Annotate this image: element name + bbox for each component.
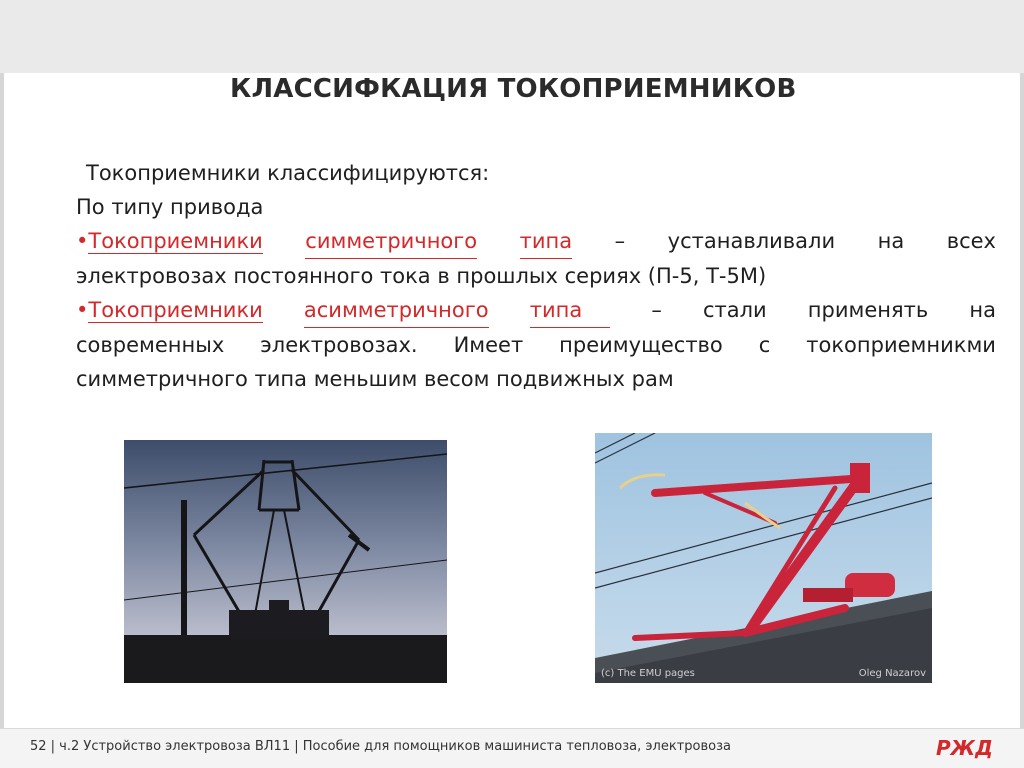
bullet-1-word: устанавливали [667, 229, 836, 253]
bullet-marker: • [76, 229, 89, 253]
bullet-2-line-2 [76, 328, 996, 362]
symmetric-type-link-word: Токоприемники [88, 229, 263, 253]
symmetric-pantograph-photo [124, 440, 447, 683]
footer-text: 52 | ч.2 Устройство электровоза ВЛ11 | Пособие для помощников машиниста тепловоза, электровоза [30, 739, 731, 754]
bullet-2-word: применять [807, 298, 929, 322]
bullet-2-word: стали [702, 298, 767, 322]
rzd-logo [934, 735, 992, 765]
symmetric-type-link-word: симметричного [305, 224, 477, 259]
bullet-2-word: с [758, 333, 771, 357]
slide-title: КЛАССИФКАЦИЯ ТОКОПРИЕМНИКОВ [230, 74, 797, 104]
slide-body [76, 156, 996, 396]
bullet-2-word: токоприемникми [806, 333, 996, 357]
bullet-1-line-1 [76, 224, 996, 259]
bullet-1-word: всех [946, 229, 996, 253]
bullet-2-marker-term [76, 293, 263, 328]
asymmetric-type-link-word: асимметричного [304, 293, 489, 328]
bullet-2-word: – [651, 298, 662, 322]
photo-credit-right: Oleg Nazarov [858, 668, 926, 679]
bullet-2-line-3: симметричного типа меньшим весом подвижных рам [76, 367, 674, 391]
bullet-2-line-1 [76, 293, 996, 328]
bullet-2-word: Имеет [453, 333, 524, 357]
photo-credit-left: (c) The EMU pages [601, 668, 695, 679]
bullet-2-word: на [969, 298, 996, 322]
bullet-1-line-2: электровозах постоянного тока в прошлых сериях (П-5, Т-5М) [76, 264, 767, 288]
drive-type-heading: По типу привода [76, 195, 264, 219]
bullet-1-word: – [614, 229, 626, 253]
intro-text: Токоприемники классифицируются: [86, 161, 490, 185]
svg-text:РЖД: РЖД [936, 736, 992, 760]
bullet-1-marker-term [76, 224, 263, 259]
bullet-2-word: электровозах. [260, 333, 418, 357]
slide-header-band [0, 0, 1024, 73]
slide-frame-left [0, 73, 4, 728]
symmetric-type-link-word: типа [520, 224, 572, 259]
bullet-marker: • [76, 298, 89, 322]
slide-frame-right [1020, 73, 1024, 728]
asymmetric-type-link-word: типа [530, 293, 610, 328]
bullet-2-word: преимущество [559, 333, 723, 357]
asymmetric-type-link-word: Токоприемники [88, 298, 263, 322]
bullet-2-word: современных [76, 333, 225, 357]
bullet-1-word: на [877, 229, 905, 253]
asymmetric-pantograph-photo [595, 433, 932, 683]
slide-footer [0, 728, 1024, 768]
